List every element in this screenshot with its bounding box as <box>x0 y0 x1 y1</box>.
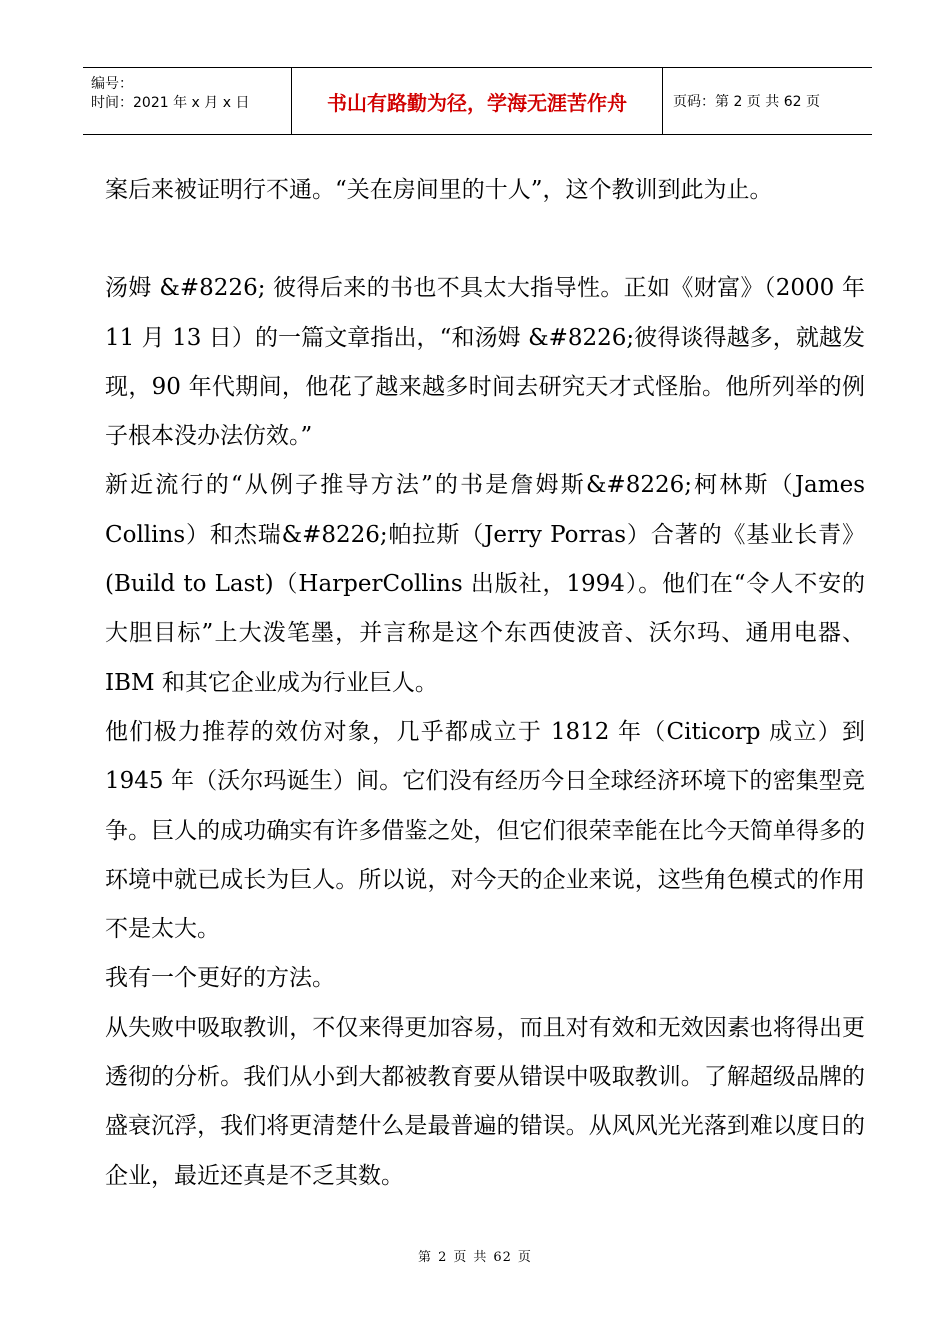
header-motto: 书山有路勤为径，学海无涯苦作舟 <box>292 68 663 135</box>
header-page-info: 页码：第 2 页 共 62 页 <box>663 68 873 135</box>
footer-total-unit: 页 <box>517 1250 532 1265</box>
footer-total-prefix: 共 <box>473 1250 488 1265</box>
footer-page-prefix: 第 <box>418 1250 433 1265</box>
paragraph-5: 我有一个更好的方法。 <box>105 965 335 992</box>
page-footer <box>0 1246 950 1265</box>
footer-page-unit: 页 <box>453 1250 468 1265</box>
footer-page-number: 2 <box>438 1250 448 1265</box>
document-header <box>83 67 872 135</box>
paragraph-6: 从失败中吸取教训，不仅来得更加容易，而且对有效和无效因素也将得出更透彻的分析。我们从小到大都被教育要从错误中吸取教训。了解超级品牌的盛衰沉浮，我们将更清楚什么是最普遍的错误。从风风光光落到难以度日的企业，最近还真是不乏其数。 <box>105 1014 865 1189</box>
footer-total-pages: 62 <box>493 1250 512 1265</box>
paragraph-3: 新近流行的“从例子推导方法”的书是詹姆斯&#8226;柯林斯（James Collins）和杰瑞&#8226;帕拉斯（Jerry Porras）合著的《基业长青》 (Build to Last)（HarperCollins 出版社，1994）。他们在“令人不安的大胆目标”上大泼笔墨，并言称是这个东西使波音、沃尔玛、通用电器、IBM 和其它企业成为行业巨人。 <box>105 472 865 696</box>
paragraph-1: 案后来被证明行不通。“关在房间里的十人”，这个教训到此为止。 <box>105 177 773 203</box>
paragraph-2: 汤姆 &#8226; 彼得后来的书也不具太大指导性。正如《财富》（2000 年 11 月 13 日）的一篇文章指出，“和汤姆 &#8226;彼得谈得越多，就越发现，90 年代期间，他花了越来越多时间去研究天才式怪胎。他所列举的例子根本没办法仿效。” <box>105 275 865 450</box>
header-meta <box>83 68 292 135</box>
header-number-label: 编号： <box>91 76 133 92</box>
document-body <box>105 166 865 1201</box>
paragraph-4: 他们极力推荐的效仿对象，几乎都成立于 1812 年（Citicorp 成立）到 1945 年（沃尔玛诞生）间。它们没有经历今日全球经济环境下的密集型竞争。巨人的成功确实有许多借鉴之处，但它们很荣幸能在比今天简单得多的环境中就已成长为巨人。所以说，对今天的企业来说，这些角色模式的作用不是太大。 <box>105 718 865 943</box>
header-time-label: 时间：2021 年 x 月 x 日 <box>91 95 250 111</box>
paragraph-gap <box>105 215 865 264</box>
